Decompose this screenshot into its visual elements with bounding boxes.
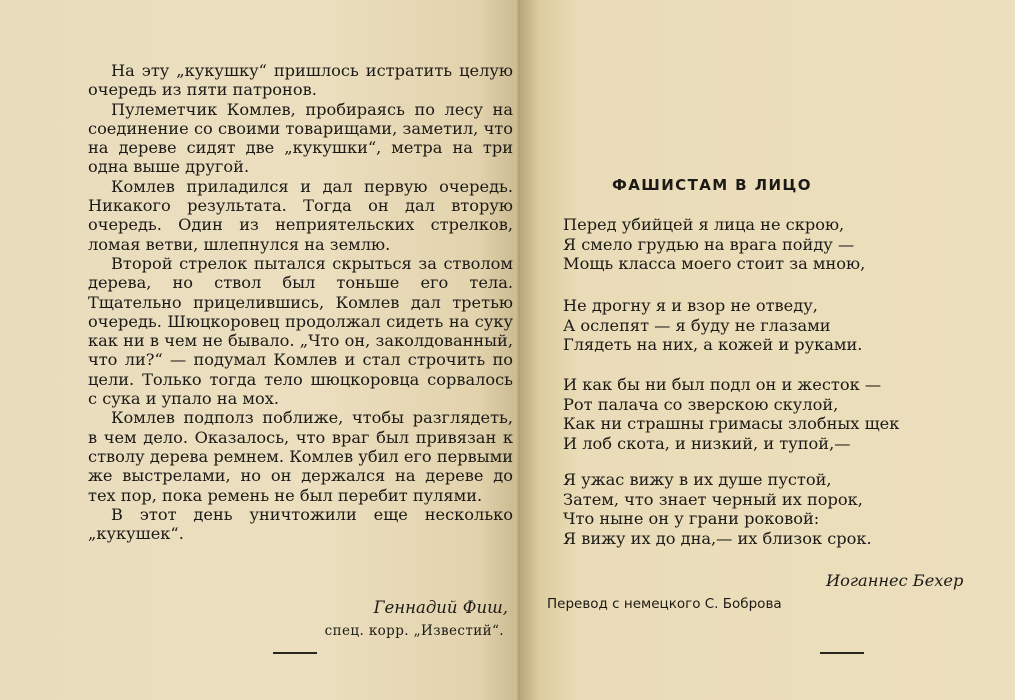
paragraph: Пулеметчик Комлев, пробираясь по лесу на соединение со своими товарищами, заметил, что на дереве сидят две „кукушки“, метра на три одна выше другой. [88,99,513,177]
poem-author: Иоганнес Бехер [826,571,964,590]
poem-line: Мощь класса моего стоит за мною, [563,254,866,273]
paragraph: В этот день уничтожили еще несколько „кукушек“. [88,504,513,544]
poem-stanza [563,375,899,453]
paragraph: На эту „кукушку“ пришлось истратить целую очередь из пяти патронов. [88,61,513,100]
author-title: спец. корр. „Известий“. [324,623,504,639]
right-page [520,0,1015,700]
poem-line: А ослепят — я буду не глазами [563,315,831,335]
divider-rule [273,652,317,654]
poem-line: Перед убийцей я лица не скрою, [563,215,845,234]
article-body [88,61,513,543]
poem-stanza [563,296,862,355]
paragraph: Второй стрелок пытался скрыться за стволом дерева, но ствол был тоньше его тела. Тщательно прицелившись, Комлев дал третью очередь. Шюцкоровец продолжал сидеть на суку как ни в чем не бывало. „Что он, заколдованный, что ли?“ — подумал Комлев и стал строчить по цели. Только тогда тело шюцкоровца сорвалось с сука и упало на мох. [88,253,513,409]
poem-stanza [563,215,865,274]
poem-line: Что ныне он у грани роковой: [563,509,820,528]
poem-line: Глядеть на них, а кожей и руками. [563,335,863,354]
poem-line: Не дрогну я и взор не отведу, [563,296,818,315]
poem-line: И лоб скота, и низкий, и тупой,— [563,433,851,453]
translation-credit: Перевод с немецкого С. Боброва [547,596,782,612]
poem-title: ФАШИСТАМ В ЛИЦО [612,176,812,194]
poem-line: Я вижу их до дна,— их близок срок. [563,528,872,548]
poem-line: Как ни страшны гримасы злобных щек [563,414,900,433]
paragraph: Комлев приладился и дал первую очередь. Никакого результата. Тогда он дал вторую очередь. Один из неприятельских стрелков, ломая ветви, шлепнулся на землю. [88,176,513,254]
poem-line: Затем, что знает черный их порок, [563,489,863,509]
divider-rule [820,652,864,654]
poem-line: И как бы ни был подл он и жесток — [563,375,882,394]
poem-line: Рот палача со зверскою скулой, [563,394,839,414]
article-author: Геннадий Фиш, [373,598,508,617]
poem-line: Я смело грудью на врага пойду — [563,234,855,254]
poem-line: Я ужас вижу в их душе пустой, [563,470,832,489]
paragraph: Комлев подполз поближе, чтобы разглядеть, в чем дело. Оказалось, что враг был привязан к стволу дерева ремнем. Комлев убил его первыми же выстрелами, но он держался на дереве до тех пор, пока ремень не был перебит пулями. [88,408,513,505]
poem-stanza [563,470,872,548]
